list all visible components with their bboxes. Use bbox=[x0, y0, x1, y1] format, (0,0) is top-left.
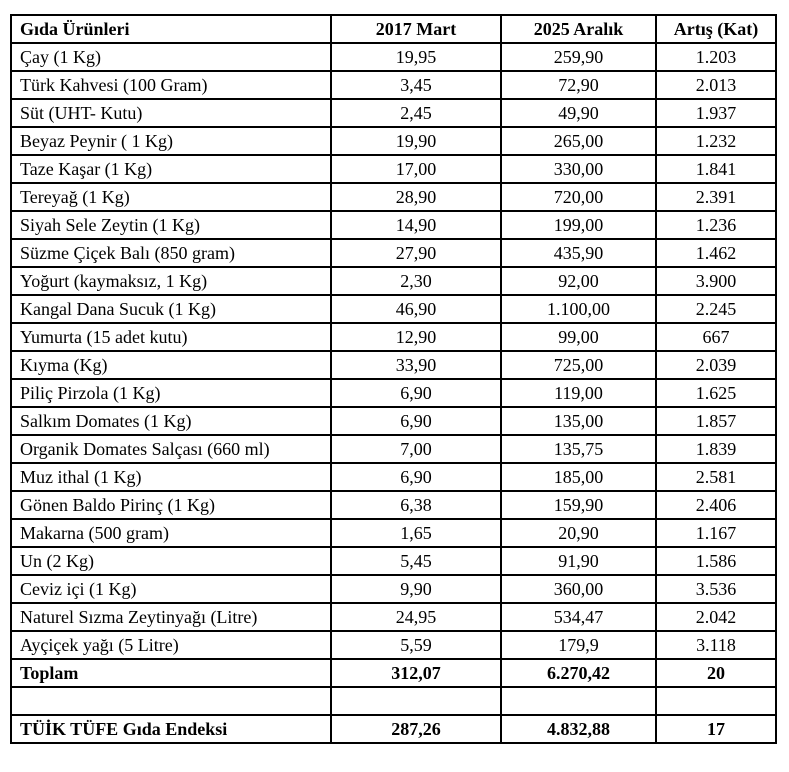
price-2025-cell: 1.100,00 bbox=[501, 295, 656, 323]
price-2025-cell bbox=[501, 687, 656, 715]
price-2025-cell: 725,00 bbox=[501, 351, 656, 379]
table-row bbox=[11, 351, 776, 379]
increase-factor-cell: 667 bbox=[656, 323, 776, 351]
price-2017-cell: 46,90 bbox=[331, 295, 501, 323]
header-food-products: Gıda Ürünleri bbox=[11, 15, 331, 43]
increase-factor-cell: 1.586 bbox=[656, 547, 776, 575]
table-row bbox=[11, 127, 776, 155]
product-name-cell: Gönen Baldo Pirinç (1 Kg) bbox=[11, 491, 331, 519]
product-name-cell: Çay (1 Kg) bbox=[11, 43, 331, 71]
product-name-cell: Un (2 Kg) bbox=[11, 547, 331, 575]
price-2017-cell bbox=[331, 687, 501, 715]
increase-factor-cell: 1.625 bbox=[656, 379, 776, 407]
product-name-cell: Organik Domates Salçası (660 ml) bbox=[11, 435, 331, 463]
table-row bbox=[11, 183, 776, 211]
spacer-row bbox=[11, 687, 776, 715]
increase-factor-cell: 2.245 bbox=[656, 295, 776, 323]
header-artis-kat: Artış (Kat) bbox=[656, 15, 776, 43]
product-name-cell: Tereyağ (1 Kg) bbox=[11, 183, 331, 211]
price-2025-cell: 4.832,88 bbox=[501, 715, 656, 743]
price-2017-cell: 6,90 bbox=[331, 379, 501, 407]
product-name-cell: Salkım Domates (1 Kg) bbox=[11, 407, 331, 435]
increase-factor-cell: 17 bbox=[656, 715, 776, 743]
price-2025-cell: 265,00 bbox=[501, 127, 656, 155]
price-2025-cell: 179,9 bbox=[501, 631, 656, 659]
table-row bbox=[11, 435, 776, 463]
product-name-cell: Piliç Pirzola (1 Kg) bbox=[11, 379, 331, 407]
increase-factor-cell: 2.406 bbox=[656, 491, 776, 519]
table-row bbox=[11, 715, 776, 743]
price-2025-cell: 72,90 bbox=[501, 71, 656, 99]
product-name-cell: Kıyma (Kg) bbox=[11, 351, 331, 379]
price-2017-cell: 9,90 bbox=[331, 575, 501, 603]
price-2025-cell: 135,75 bbox=[501, 435, 656, 463]
header-2025-aralik: 2025 Aralık bbox=[501, 15, 656, 43]
increase-factor-cell bbox=[656, 687, 776, 715]
product-name-cell: Ayçiçek yağı (5 Litre) bbox=[11, 631, 331, 659]
price-2017-cell: 14,90 bbox=[331, 211, 501, 239]
product-name-cell: TÜİK TÜFE Gıda Endeksi bbox=[11, 715, 331, 743]
increase-factor-cell: 2.391 bbox=[656, 183, 776, 211]
increase-factor-cell: 1.841 bbox=[656, 155, 776, 183]
product-name-cell: Kangal Dana Sucuk (1 Kg) bbox=[11, 295, 331, 323]
price-2017-cell: 33,90 bbox=[331, 351, 501, 379]
increase-factor-cell: 1.167 bbox=[656, 519, 776, 547]
product-name-cell: Süzme Çiçek Balı (850 gram) bbox=[11, 239, 331, 267]
table-row bbox=[11, 519, 776, 547]
increase-factor-cell: 2.581 bbox=[656, 463, 776, 491]
increase-factor-cell: 1.203 bbox=[656, 43, 776, 71]
table-row bbox=[11, 491, 776, 519]
product-name-cell: Makarna (500 gram) bbox=[11, 519, 331, 547]
product-name-cell: Süt (UHT- Kutu) bbox=[11, 99, 331, 127]
table-row bbox=[11, 603, 776, 631]
price-2017-cell: 3,45 bbox=[331, 71, 501, 99]
table-row bbox=[11, 71, 776, 99]
price-2017-cell: 19,95 bbox=[331, 43, 501, 71]
price-2017-cell: 27,90 bbox=[331, 239, 501, 267]
table-row bbox=[11, 547, 776, 575]
price-2025-cell: 330,00 bbox=[501, 155, 656, 183]
price-2017-cell: 5,45 bbox=[331, 547, 501, 575]
product-name-cell: Ceviz içi (1 Kg) bbox=[11, 575, 331, 603]
header-2017-mart: 2017 Mart bbox=[331, 15, 501, 43]
product-name-cell: Yoğurt (kaymaksız, 1 Kg) bbox=[11, 267, 331, 295]
price-2017-cell: 1,65 bbox=[331, 519, 501, 547]
increase-factor-cell: 3.536 bbox=[656, 575, 776, 603]
product-name-cell: Yumurta (15 adet kutu) bbox=[11, 323, 331, 351]
price-2025-cell: 185,00 bbox=[501, 463, 656, 491]
price-2025-cell: 91,90 bbox=[501, 547, 656, 575]
price-2017-cell: 2,30 bbox=[331, 267, 501, 295]
price-2017-cell: 6,38 bbox=[331, 491, 501, 519]
price-2025-cell: 20,90 bbox=[501, 519, 656, 547]
price-2025-cell: 6.270,42 bbox=[501, 659, 656, 687]
price-2017-cell: 2,45 bbox=[331, 99, 501, 127]
increase-factor-cell: 1.462 bbox=[656, 239, 776, 267]
product-name-cell: Türk Kahvesi (100 Gram) bbox=[11, 71, 331, 99]
product-name-cell: Beyaz Peynir ( 1 Kg) bbox=[11, 127, 331, 155]
table-row bbox=[11, 463, 776, 491]
increase-factor-cell: 1.839 bbox=[656, 435, 776, 463]
table-row bbox=[11, 239, 776, 267]
table-row bbox=[11, 323, 776, 351]
price-2025-cell: 360,00 bbox=[501, 575, 656, 603]
table-row bbox=[11, 211, 776, 239]
price-2017-cell: 28,90 bbox=[331, 183, 501, 211]
increase-factor-cell: 2.013 bbox=[656, 71, 776, 99]
product-name-cell bbox=[11, 687, 331, 715]
increase-factor-cell: 3.900 bbox=[656, 267, 776, 295]
price-2017-cell: 24,95 bbox=[331, 603, 501, 631]
product-name-cell: Naturel Sızma Zeytinyağı (Litre) bbox=[11, 603, 331, 631]
price-2017-cell: 19,90 bbox=[331, 127, 501, 155]
table-header-row bbox=[11, 15, 776, 43]
price-2017-cell: 5,59 bbox=[331, 631, 501, 659]
table-row bbox=[11, 575, 776, 603]
price-2017-cell: 7,00 bbox=[331, 435, 501, 463]
table-row bbox=[11, 295, 776, 323]
increase-factor-cell: 1.857 bbox=[656, 407, 776, 435]
price-2017-cell: 6,90 bbox=[331, 407, 501, 435]
product-name-cell: Siyah Sele Zeytin (1 Kg) bbox=[11, 211, 331, 239]
increase-factor-cell: 3.118 bbox=[656, 631, 776, 659]
increase-factor-cell: 2.039 bbox=[656, 351, 776, 379]
increase-factor-cell: 20 bbox=[656, 659, 776, 687]
price-2017-cell: 287,26 bbox=[331, 715, 501, 743]
table-row bbox=[11, 155, 776, 183]
price-2025-cell: 135,00 bbox=[501, 407, 656, 435]
price-2025-cell: 119,00 bbox=[501, 379, 656, 407]
price-2017-cell: 312,07 bbox=[331, 659, 501, 687]
increase-factor-cell: 2.042 bbox=[656, 603, 776, 631]
increase-factor-cell: 1.937 bbox=[656, 99, 776, 127]
table-row bbox=[11, 99, 776, 127]
table-row bbox=[11, 631, 776, 659]
price-2025-cell: 92,00 bbox=[501, 267, 656, 295]
price-2025-cell: 49,90 bbox=[501, 99, 656, 127]
price-2025-cell: 159,90 bbox=[501, 491, 656, 519]
increase-factor-cell: 1.232 bbox=[656, 127, 776, 155]
table-row bbox=[11, 43, 776, 71]
price-2017-cell: 17,00 bbox=[331, 155, 501, 183]
product-name-cell: Taze Kaşar (1 Kg) bbox=[11, 155, 331, 183]
table-row bbox=[11, 407, 776, 435]
table-row bbox=[11, 379, 776, 407]
product-name-cell: Muz ithal (1 Kg) bbox=[11, 463, 331, 491]
food-price-comparison-table bbox=[10, 14, 777, 744]
price-2017-cell: 6,90 bbox=[331, 463, 501, 491]
increase-factor-cell: 1.236 bbox=[656, 211, 776, 239]
price-2025-cell: 534,47 bbox=[501, 603, 656, 631]
price-2025-cell: 435,90 bbox=[501, 239, 656, 267]
table-row bbox=[11, 267, 776, 295]
price-2025-cell: 720,00 bbox=[501, 183, 656, 211]
table-row bbox=[11, 659, 776, 687]
price-2025-cell: 199,00 bbox=[501, 211, 656, 239]
price-2025-cell: 99,00 bbox=[501, 323, 656, 351]
price-2025-cell: 259,90 bbox=[501, 43, 656, 71]
price-2017-cell: 12,90 bbox=[331, 323, 501, 351]
product-name-cell: Toplam bbox=[11, 659, 331, 687]
